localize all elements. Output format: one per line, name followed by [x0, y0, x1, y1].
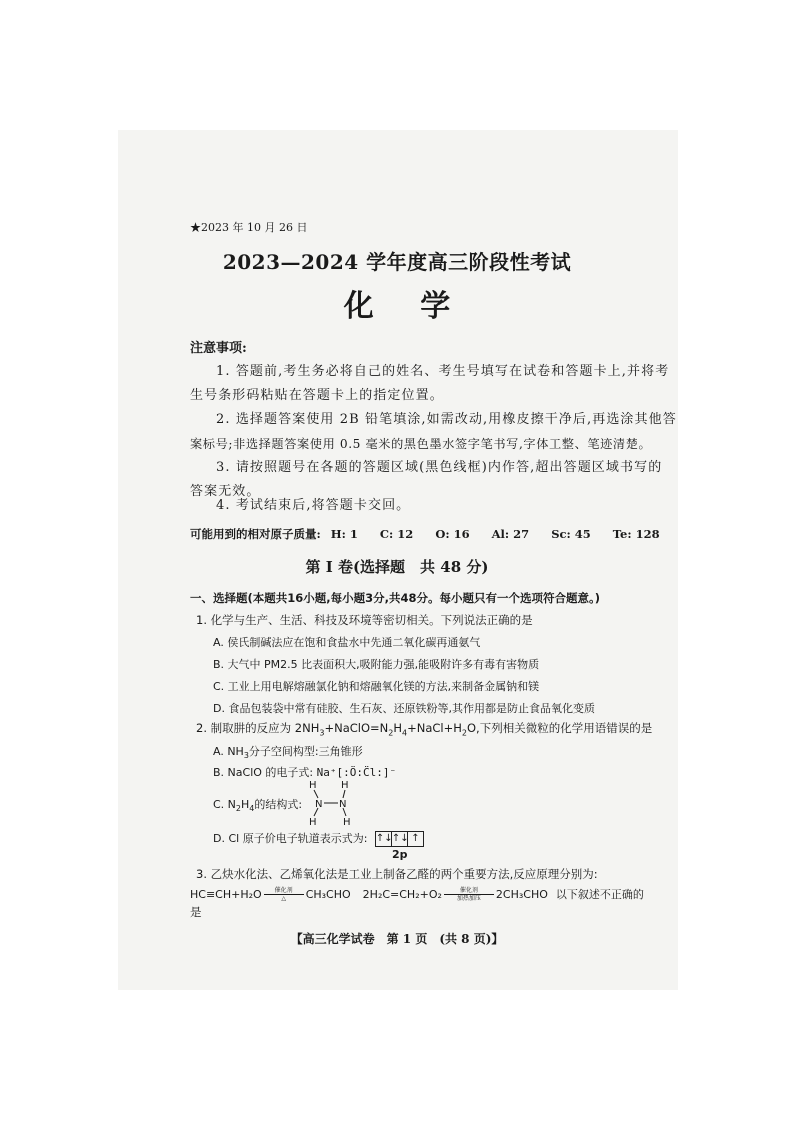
- mass-c: C: 12: [379, 527, 414, 541]
- eq1-cond-bot: △: [281, 894, 286, 902]
- q1-stem: 1. 化学与生产、生活、科技及环境等密切相关。下列说法正确的是: [196, 613, 533, 627]
- note-4-line1: 4. 考试结束后,将答题卡交回。: [216, 498, 411, 513]
- q2-opt-a-post: 分子空间构型:三角锥形: [248, 745, 363, 758]
- subject-title: 化 学: [343, 289, 469, 324]
- svg-text:H: H: [343, 817, 351, 826]
- eq2-cond-bot: 加热加压: [456, 894, 481, 902]
- mass-h: H: 1: [330, 527, 358, 541]
- q2-option-c: C. $N_2H_4$的结构式:: [213, 798, 303, 814]
- eq1-right: CH₃CHO: [305, 887, 351, 901]
- orbital-diagram: [375, 831, 424, 847]
- eq1-left: HC≡CH+H₂O: [190, 887, 262, 901]
- svg-text:H: H: [309, 817, 317, 826]
- q3-tail-2: 是: [190, 905, 202, 919]
- q3-tail: 以下叙述不正确的: [555, 888, 644, 901]
- atomic-mass-label: 可能用到的相对原子质量:: [190, 527, 321, 541]
- mass-o: O: 16: [435, 527, 470, 541]
- eq1-arrow-line: [264, 894, 304, 895]
- q3-stem: 3. 乙炔水化法、乙烯氧化法是工业上制备乙醛的两个重要方法,反应原理分别为:: [196, 867, 598, 881]
- q2-option-d: [213, 830, 424, 847]
- eq1-cond-top: 催化剂: [274, 886, 293, 894]
- exam-title: 2023—2024 学年度高三阶段性考试: [222, 250, 572, 274]
- part1-title: 第 I 卷(选择题 共 48 分): [305, 558, 489, 576]
- note-2-line2: 案标号;非选择题答案使用 0.5 毫米的黑色墨水签字笔书写,字体工整、笔迹清楚。: [190, 437, 652, 451]
- q2-option-a: A. $NH_3$分子空间构型:三角锥形: [213, 745, 363, 761]
- q2-opt-c-pre: C. N: [213, 798, 236, 811]
- note-3-line2: 答案无效。: [190, 484, 261, 499]
- orbital-box-1: ↑↓: [375, 833, 393, 844]
- eq2-right: 2CH₃CHO: [495, 887, 548, 901]
- note-3-line1: 3. 请按照题号在各题的答题区域(黑色线框)内作答,超出答题区域书写的: [216, 460, 663, 475]
- q2-stem-pre: 2. 制取肼的反应为 2NH: [196, 721, 320, 735]
- eq2-arrow: [444, 887, 494, 902]
- svg-text:N: N: [315, 799, 323, 810]
- q2-stem: 2. 制取肼的反应为 $2NH_3+NaClO=N_2H_4+NaCl+H_2O$,下列相关微粒的化学用语错误的是: [196, 721, 653, 738]
- eq1-arrow: [264, 887, 304, 902]
- q2-stem-mid2: +NaCl+H: [407, 721, 462, 735]
- exam-date: ★2023 年 10 月 26 日: [190, 221, 308, 234]
- svg-text:N: N: [339, 799, 347, 810]
- q2-opt-b-label: B. NaClO 的电子式:: [213, 766, 314, 779]
- note-1-line2: 生号条形码粘贴在答题卡上的指定位置。: [190, 388, 444, 403]
- atomic-mass-line: [190, 526, 678, 542]
- eq2-cond-top: 催化剂: [459, 886, 478, 894]
- note-1-line1: 1. 答题前,考生务必将自己的姓名、考生号填写在试卷和答题卡上,并将考: [216, 364, 670, 379]
- mass-te: Te: 128: [612, 527, 660, 541]
- q3-equations: [190, 886, 644, 902]
- q2-stem-mid: +NaClO=N: [324, 721, 389, 735]
- eq2-left: 2H₂C=CH₂+O₂: [362, 887, 442, 901]
- notes-heading: 注意事项:: [190, 341, 247, 356]
- mass-al: Al: 27: [491, 527, 530, 541]
- q1-option-d: D. 食品包装袋中常有硅胶、生石灰、还原铁粉等,其作用都是防止食品氧化变质: [213, 702, 595, 715]
- svg-text:H: H: [309, 780, 317, 791]
- orbital-box-3: ↑: [411, 833, 420, 844]
- page-footer: 【高三化学试卷 第 1 页 (共 8 页)】: [290, 932, 504, 946]
- mass-sc: Sc: 45: [551, 527, 591, 541]
- note-2-line1: 2. 选择题答案使用 2B 铅笔填涂,如需改动,用橡皮擦干净后,再选涂其他答: [216, 412, 677, 427]
- q2-opt-c-post: 的结构式:: [254, 798, 303, 811]
- q1-option-c: C. 工业上用电解熔融氯化钠和熔融氧化镁的方法,来制备金属钠和镁: [213, 680, 540, 693]
- naclo-electron-formula: Na⁺[:Ö:C̈l:]⁻: [316, 766, 397, 779]
- orbital-label: 2p: [392, 848, 408, 861]
- section-heading: 一、选择题(本题共16小题,每小题3分,共48分。每小题只有一个选项符合题意。): [190, 591, 601, 605]
- q1-option-b: B. 大气中 PM2.5 比表面积大,吸附能力强,能吸附许多有毒有害物质: [213, 658, 540, 671]
- q1-option-a: A. 侯氏制碱法应在饱和食盐水中先通二氧化碳再通氨气: [213, 636, 481, 649]
- q2-stem-post: O,下列相关微粒的化学用语错误的是: [467, 721, 653, 735]
- svg-text:H: H: [341, 780, 349, 791]
- hydrazine-structure: [305, 778, 365, 826]
- q2-opt-d-label: D. Cl 原子价电子轨道表示式为:: [213, 832, 368, 845]
- orbital-box-2: ↑↓: [391, 833, 409, 844]
- q2-opt-a-pre: A. NH: [213, 745, 244, 758]
